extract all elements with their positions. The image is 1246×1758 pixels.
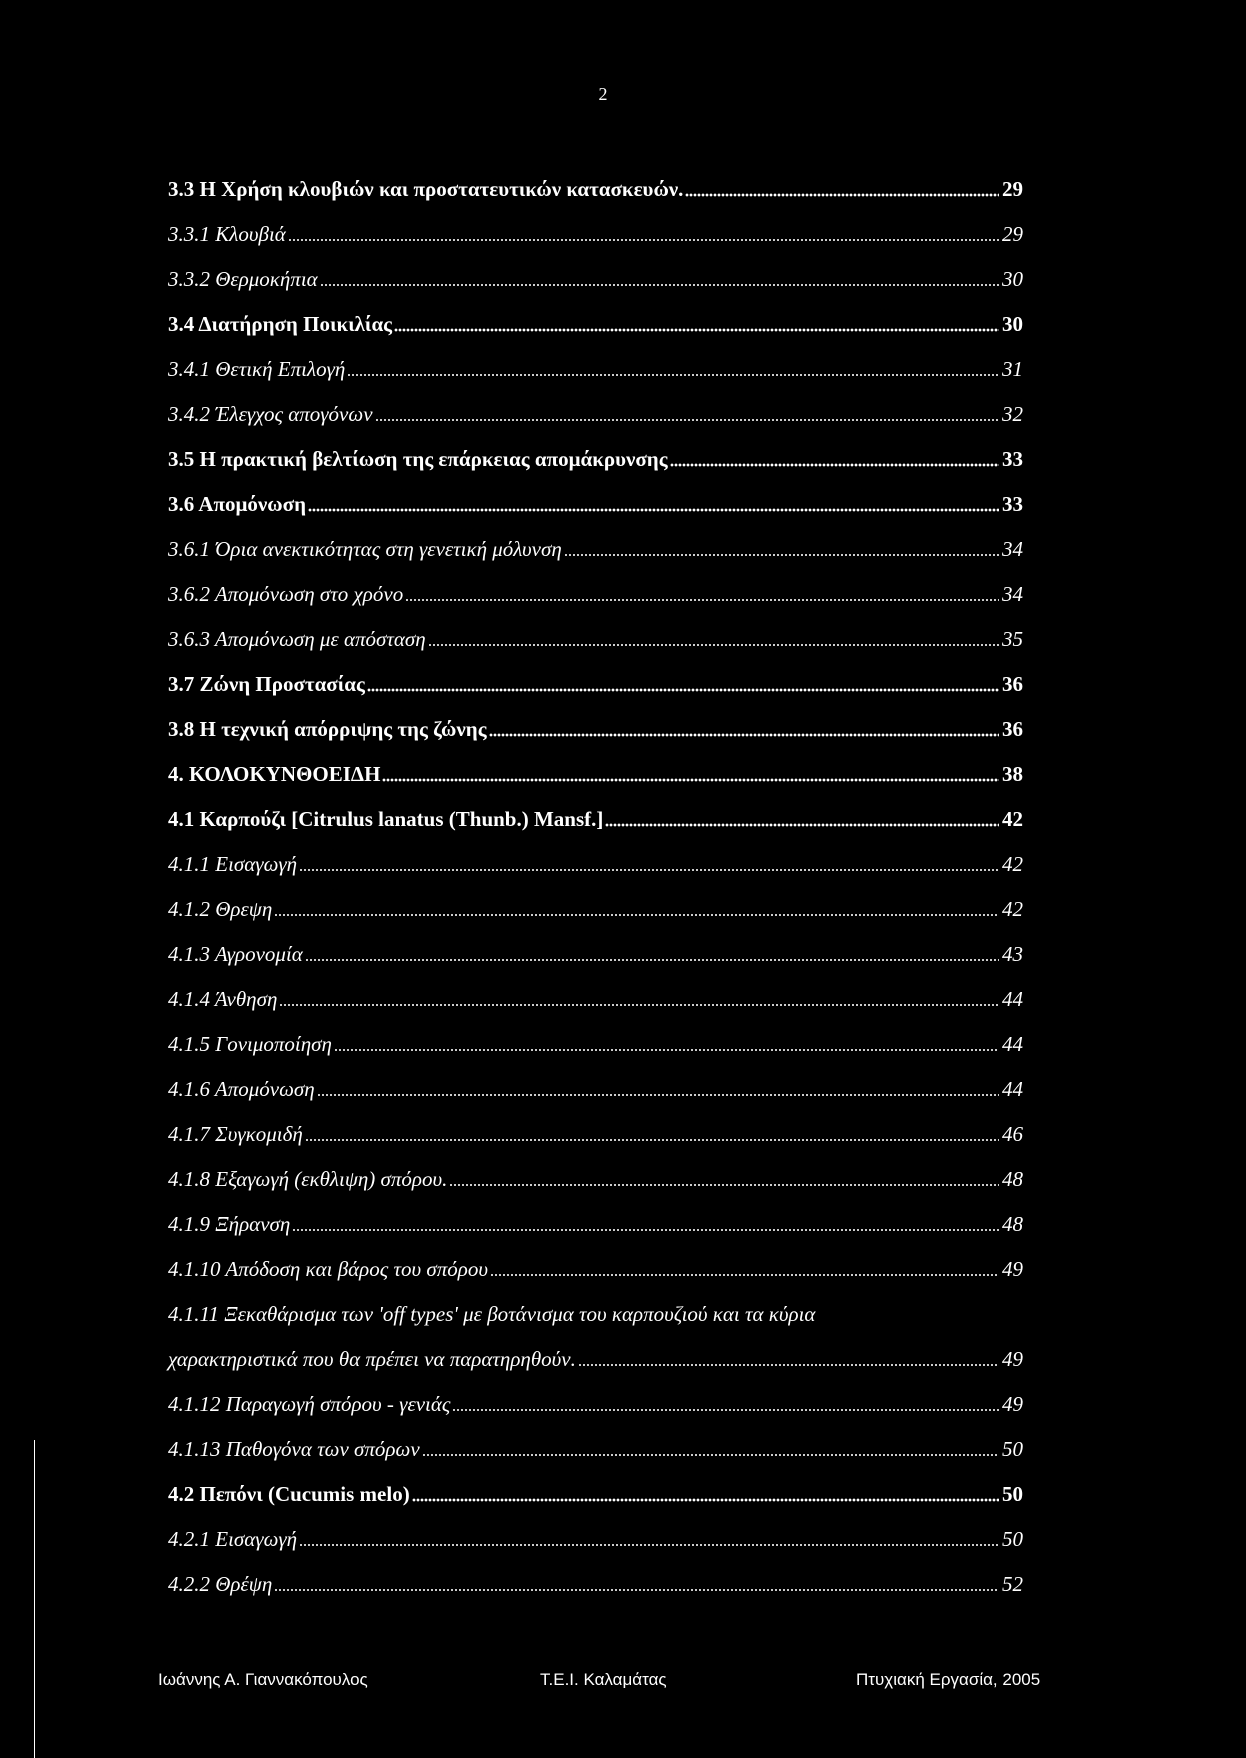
toc-entry-page: 34	[1002, 537, 1023, 561]
toc-entry-label: 3.4.2 Έλεγχος απογόνων	[168, 402, 373, 426]
toc-entry-label: 3.5 Η πρακτική βελτίωση της επάρκειας απομάκρυνσης	[168, 447, 668, 471]
page-number: 2	[598, 84, 608, 104]
toc-entry-label: 4.2.2 Θρέψη	[168, 1572, 273, 1596]
toc-entry-label: 4.1.9 Ξήρανση	[168, 1212, 291, 1236]
toc-entry-page: 46	[1002, 1122, 1023, 1146]
footer-author: Ιωάννης Α. Γιαννακόπουλος	[158, 1670, 368, 1689]
toc-entry-page: 48	[1002, 1212, 1023, 1236]
toc-entry-label: 4.1.12 Παραγωγή σπόρου - γενιάς	[168, 1392, 451, 1416]
toc-entry[interactable]	[168, 785, 1023, 830]
toc-entry-page: 29	[1002, 177, 1023, 201]
toc-entry-page: 48	[1002, 1167, 1023, 1191]
toc-dot-leader	[274, 913, 999, 917]
toc-entry-label: 4.1.3 Αγρονομία	[168, 942, 303, 966]
toc-entry[interactable]	[168, 605, 1023, 650]
toc-dot-leader	[305, 958, 999, 962]
toc-entry-page: 35	[1002, 627, 1023, 651]
toc-dot-leader	[317, 1093, 999, 1097]
toc-entry-page: 31	[1002, 357, 1023, 381]
toc-dot-leader	[412, 1498, 999, 1502]
toc-entry[interactable]	[168, 1415, 1023, 1460]
toc-entry-page: 32	[1002, 402, 1023, 426]
toc-entry-label: 3.6 Απομόνωση	[168, 492, 306, 516]
toc-entry-label: 4.1.1 Εισαγωγή	[168, 852, 298, 876]
toc-dot-leader	[394, 328, 999, 332]
toc-entry-page: 30	[1002, 267, 1023, 291]
toc-entry-label: 4.1 Καρπούζι [Citrulus lanatus (Thunb.) Mansf.]	[168, 807, 604, 831]
toc-entry-page: 36	[1002, 717, 1023, 741]
toc-entry[interactable]	[168, 920, 1023, 965]
toc-entry-page: 44	[1002, 987, 1023, 1011]
toc-entry-label: 4.1.7 Συγκομιδή	[168, 1122, 303, 1146]
page-footer	[0, 1670, 1246, 1694]
toc-entry[interactable]	[168, 1505, 1023, 1550]
toc-entry-page: 38	[1002, 762, 1023, 786]
toc-dot-leader	[452, 1408, 999, 1412]
toc-entry-page: 49	[1002, 1392, 1023, 1416]
footer-institution: Τ.Ε.Ι. Καλαμάτας	[540, 1670, 667, 1689]
toc-entry[interactable]	[168, 740, 1023, 785]
toc-entry-label: 4.1.4 Άνθηση	[168, 987, 278, 1011]
toc-entry-page: 36	[1002, 672, 1023, 696]
toc-entry[interactable]	[168, 155, 1023, 200]
toc-entry-page: 44	[1002, 1032, 1023, 1056]
margin-rule	[34, 1440, 35, 1758]
toc-entry-label: 3.3.2 Θερμοκήπια	[168, 267, 318, 291]
toc-entry[interactable]	[168, 1190, 1023, 1235]
toc-entry-page: 44	[1002, 1077, 1023, 1101]
toc-entry-label: 3.3 Η Χρήση κλουβιών και προστατευτικών κατασκευών.	[168, 177, 684, 201]
footer-thesis: Πτυχιακή Εργασία, 2005	[856, 1670, 1041, 1689]
toc-dot-leader	[578, 1363, 999, 1367]
toc-entry-page: 34	[1002, 582, 1023, 606]
toc-entry-page: 50	[1002, 1527, 1023, 1551]
toc-entry-label: 4.1.11 Ξεκαθάρισμα των 'off types' με βοτάνισμα του καρπουζιού και τα κύρια	[168, 1302, 816, 1326]
toc-dot-leader	[375, 418, 999, 422]
toc-entry[interactable]	[168, 1370, 1023, 1415]
toc-dot-leader	[288, 238, 999, 242]
toc-entry[interactable]	[168, 290, 1023, 335]
toc-entry-label: 4.2.1 Εισαγωγή	[168, 1527, 298, 1551]
toc-entry-page: 43	[1002, 942, 1023, 966]
toc-entry[interactable]	[168, 470, 1023, 515]
toc-entry[interactable]	[168, 1550, 1023, 1595]
toc-entry[interactable]	[168, 200, 1023, 245]
toc-entry[interactable]	[168, 1235, 1023, 1280]
toc-entry-label: 3.4.1 Θετική Επιλογή	[168, 357, 346, 381]
toc-entry[interactable]	[168, 1460, 1023, 1505]
toc-dot-leader	[489, 733, 999, 737]
toc-entry[interactable]	[168, 245, 1023, 290]
toc-entry[interactable]	[168, 1325, 1023, 1370]
toc-dot-leader	[320, 283, 999, 287]
toc-entry[interactable]	[168, 1100, 1023, 1145]
toc-entry[interactable]	[168, 560, 1023, 605]
toc-entry-page: 42	[1002, 897, 1023, 921]
table-of-contents	[168, 155, 1023, 1595]
toc-dot-leader	[305, 1138, 999, 1142]
toc-entry-label: 3.8 Η τεχνική απόρριψης της ζώνης	[168, 717, 487, 741]
toc-entry-label: 4.1.5 Γονιμοποίηση	[168, 1032, 332, 1056]
toc-dot-leader	[299, 868, 999, 872]
toc-dot-leader	[428, 643, 999, 647]
toc-entry-label: 4.1.6 Απομόνωση	[168, 1077, 315, 1101]
toc-entry-label: 3.3.1 Κλουβιά	[168, 222, 286, 246]
toc-dot-leader	[605, 823, 999, 827]
toc-entry[interactable]	[168, 335, 1023, 380]
toc-dot-leader	[449, 1183, 999, 1187]
toc-entry[interactable]	[168, 650, 1023, 695]
toc-entry-label: 3.6.3 Απομόνωση με απόσταση	[168, 627, 426, 651]
toc-entry-page: 42	[1002, 807, 1023, 831]
toc-dot-leader	[279, 1003, 999, 1007]
toc-entry-label: 4.1.13 Παθογόνα των σπόρων	[168, 1437, 420, 1461]
toc-dot-leader	[490, 1273, 999, 1277]
toc-entry-page: 50	[1002, 1482, 1023, 1506]
toc-entry[interactable]	[168, 1280, 1023, 1325]
toc-entry-label: 4.2 Πεπόνι (Cucumis melo)	[168, 1482, 410, 1506]
toc-entry[interactable]	[168, 1145, 1023, 1190]
toc-entry-page: 33	[1002, 447, 1023, 471]
toc-entry[interactable]	[168, 515, 1023, 560]
toc-dot-leader	[347, 373, 999, 377]
toc-entry-label: 4.1.10 Απόδοση και βάρος του σπόρου	[168, 1257, 489, 1281]
toc-entry-page: 30	[1002, 312, 1023, 336]
toc-entry[interactable]	[168, 425, 1023, 470]
toc-entry-page: 52	[1002, 1572, 1023, 1596]
toc-entry-page: 49	[1002, 1257, 1023, 1281]
toc-entry-label: 3.6.2 Απομόνωση στο χρόνο	[168, 582, 404, 606]
toc-entry-label: 4. ΚΟΛΟΚΥΝΘΟΕΙΔΗ	[168, 762, 381, 786]
toc-entry[interactable]	[168, 1010, 1023, 1055]
toc-dot-leader	[274, 1588, 999, 1592]
toc-entry-page: 33	[1002, 492, 1023, 516]
toc-entry[interactable]	[168, 965, 1023, 1010]
toc-dot-leader	[564, 553, 999, 557]
toc-entry-page: 50	[1002, 1437, 1023, 1461]
toc-dot-leader	[422, 1453, 999, 1457]
toc-entry-label: 3.4 Διατήρηση Ποικιλίας	[168, 312, 393, 336]
toc-dot-leader	[382, 778, 999, 782]
toc-entry-label: 3.7 Ζώνη Προστασίας	[168, 672, 365, 696]
toc-entry-page: 29	[1002, 222, 1023, 246]
toc-entry-label: χαρακτηριστικά που θα πρέπει να παρατηρηθούν.	[168, 1347, 576, 1371]
toc-dot-leader	[405, 598, 999, 602]
toc-dot-leader	[334, 1048, 999, 1052]
toc-dot-leader	[299, 1543, 999, 1547]
toc-dot-leader	[308, 508, 999, 512]
toc-entry[interactable]	[168, 695, 1023, 740]
toc-dot-leader	[367, 688, 999, 692]
toc-entry-page: 42	[1002, 852, 1023, 876]
toc-entry[interactable]	[168, 875, 1023, 920]
toc-entry-label: 4.1.2 Θρεψη	[168, 897, 273, 921]
toc-entry[interactable]	[168, 830, 1023, 875]
toc-entry[interactable]	[168, 1055, 1023, 1100]
toc-dot-leader	[670, 463, 999, 467]
toc-entry-page: 49	[1002, 1347, 1023, 1371]
toc-entry[interactable]	[168, 380, 1023, 425]
toc-dot-leader	[292, 1228, 999, 1232]
toc-entry-label: 4.1.8 Εξαγωγή (εκθλιψη) σπόρου.	[168, 1167, 448, 1191]
toc-dot-leader	[685, 193, 999, 197]
toc-entry-label: 3.6.1 Όρια ανεκτικότητας στη γενετική μόλυνση	[168, 537, 562, 561]
